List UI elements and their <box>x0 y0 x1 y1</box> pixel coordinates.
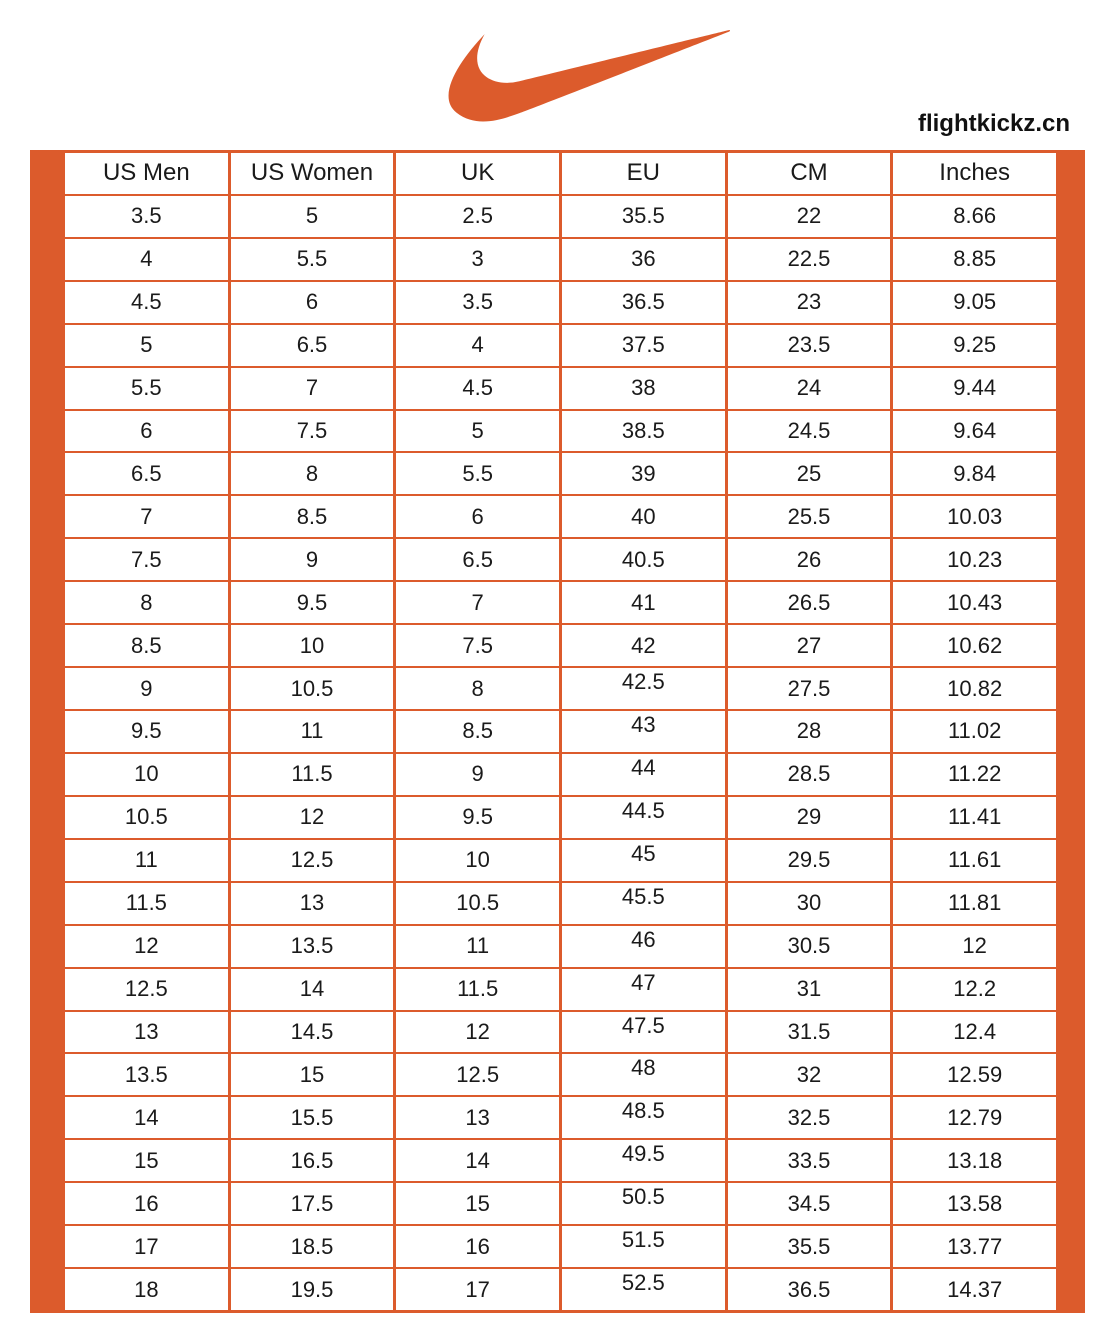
table-cell: 2.5 <box>396 196 559 237</box>
site-name: flightkickz.cn <box>917 110 1070 137</box>
table-cell: 7 <box>396 582 559 623</box>
table-cell: 12 <box>65 926 228 967</box>
table-cell: 5.5 <box>396 453 559 494</box>
table-cell: 29.5 <box>728 840 891 881</box>
table-cell: 17.5 <box>231 1183 394 1224</box>
table-cell: 14.37 <box>893 1269 1056 1310</box>
table-cell: 19.5 <box>231 1269 394 1310</box>
table-cell: 9.64 <box>893 411 1056 452</box>
table-cell: 8.5 <box>65 625 228 666</box>
table-cell: 40.5 <box>562 539 725 580</box>
table-cell: 13 <box>396 1097 559 1138</box>
table-cell: 11.5 <box>396 969 559 1010</box>
table-cell: 13.18 <box>893 1140 1056 1181</box>
table-cell: 9.5 <box>231 582 394 623</box>
table-cell: 22 <box>728 196 891 237</box>
table-cell: 7.5 <box>65 539 228 580</box>
table-cell: 14.5 <box>231 1012 394 1053</box>
table-cell: 15 <box>231 1054 394 1095</box>
table-cell: 10.23 <box>893 539 1056 580</box>
table-cell: 12.2 <box>893 969 1056 1010</box>
table-cell: 12 <box>396 1012 559 1053</box>
table-cell: 9 <box>231 539 394 580</box>
table-cell: 40 <box>562 496 725 537</box>
table-cell: 51.5 <box>562 1226 725 1267</box>
table-cell: 16 <box>396 1226 559 1267</box>
table-cell: 3 <box>396 239 559 280</box>
table-cell: 4 <box>396 325 559 366</box>
table-cell: 9.05 <box>893 282 1056 323</box>
table-cell: 23.5 <box>728 325 891 366</box>
table-cell: 42 <box>562 625 725 666</box>
size-table <box>30 150 1085 1313</box>
table-cell: 15.5 <box>231 1097 394 1138</box>
table-cell: 36.5 <box>562 282 725 323</box>
table-cell: 32 <box>728 1054 891 1095</box>
table-cell: 48.5 <box>562 1097 725 1138</box>
table-cell: 11 <box>231 711 394 752</box>
table-cell: 18 <box>65 1269 228 1310</box>
table-cell: 10.5 <box>396 883 559 924</box>
table-cell: 25 <box>728 453 891 494</box>
column-header-us-men: US Men <box>65 153 228 194</box>
table-cell: 44.5 <box>562 797 725 838</box>
table-cell: 35.5 <box>562 196 725 237</box>
table-cell: 11.5 <box>65 883 228 924</box>
table-cell: 18.5 <box>231 1226 394 1267</box>
table-cell: 9 <box>65 668 228 709</box>
table-cell: 35.5 <box>728 1226 891 1267</box>
table-cell: 28.5 <box>728 754 891 795</box>
table-cell: 43 <box>562 711 725 752</box>
table-cell: 13 <box>65 1012 228 1053</box>
table-cell: 5.5 <box>65 368 228 409</box>
table-cell: 5.5 <box>231 239 394 280</box>
table-cell: 10.43 <box>893 582 1056 623</box>
table-cell: 10.5 <box>231 668 394 709</box>
table-cell: 12.4 <box>893 1012 1056 1053</box>
table-cell: 10.03 <box>893 496 1056 537</box>
table-cell: 26 <box>728 539 891 580</box>
table-cell: 28 <box>728 711 891 752</box>
table-cell: 7 <box>65 496 228 537</box>
table-cell: 17 <box>65 1226 228 1267</box>
table-cell: 9.5 <box>396 797 559 838</box>
table-cell: 10 <box>396 840 559 881</box>
table-cell: 27 <box>728 625 891 666</box>
table-cell: 11.5 <box>231 754 394 795</box>
table-cell: 10.62 <box>893 625 1056 666</box>
table-cell: 16.5 <box>231 1140 394 1181</box>
table-cell: 38.5 <box>562 411 725 452</box>
table-cell: 30.5 <box>728 926 891 967</box>
table-cell: 14 <box>65 1097 228 1138</box>
table-cell: 5 <box>65 325 228 366</box>
table-cell: 5 <box>231 196 394 237</box>
table-cell: 42.5 <box>562 668 725 709</box>
table-cell: 12.5 <box>65 969 228 1010</box>
table-cell: 3.5 <box>65 196 228 237</box>
table-cell: 14 <box>231 969 394 1010</box>
column-header-cm: CM <box>728 153 891 194</box>
table-cell: 27.5 <box>728 668 891 709</box>
table-cell: 8 <box>65 582 228 623</box>
table-cell: 11 <box>396 926 559 967</box>
nike-swoosh-logo <box>448 30 730 122</box>
table-cell: 36.5 <box>728 1269 891 1310</box>
table-cell: 26.5 <box>728 582 891 623</box>
table-cell: 10.5 <box>65 797 228 838</box>
table-cell: 8 <box>396 668 559 709</box>
table-cell: 11.41 <box>893 797 1056 838</box>
table-cell: 47.5 <box>562 1012 725 1053</box>
table-cell: 45.5 <box>562 883 725 924</box>
table-cell: 25.5 <box>728 496 891 537</box>
table-cell: 46 <box>562 926 725 967</box>
table-cell: 29 <box>728 797 891 838</box>
left-accent-bar <box>33 153 65 1310</box>
table-cell: 23 <box>728 282 891 323</box>
table-cell: 11.81 <box>893 883 1056 924</box>
table-cell: 6 <box>396 496 559 537</box>
table-cell: 3.5 <box>396 282 559 323</box>
table-cell: 15 <box>65 1140 228 1181</box>
table-cell: 7 <box>231 368 394 409</box>
table-cell: 30 <box>728 883 891 924</box>
table-cell: 12.5 <box>396 1054 559 1095</box>
table-cell: 11.61 <box>893 840 1056 881</box>
table-cell: 10 <box>231 625 394 666</box>
table-cell: 12.5 <box>231 840 394 881</box>
table-cell: 12 <box>231 797 394 838</box>
table-cell: 11.22 <box>893 754 1056 795</box>
table-cell: 4.5 <box>65 282 228 323</box>
table-cell: 8.85 <box>893 239 1056 280</box>
table-cell: 13.5 <box>231 926 394 967</box>
table-cell: 12 <box>893 926 1056 967</box>
table-cell: 6 <box>65 411 228 452</box>
table-cell: 31.5 <box>728 1012 891 1053</box>
table-cell: 48 <box>562 1054 725 1095</box>
table-cell: 6.5 <box>65 453 228 494</box>
table-cell: 45 <box>562 840 725 881</box>
column-header-eu: EU <box>562 153 725 194</box>
column-header-us-women: US Women <box>231 153 394 194</box>
table-cell: 44 <box>562 754 725 795</box>
table-cell: 8.5 <box>396 711 559 752</box>
table-cell: 52.5 <box>562 1269 725 1310</box>
table-cell: 11.02 <box>893 711 1056 752</box>
table-cell: 24.5 <box>728 411 891 452</box>
table-cell: 24 <box>728 368 891 409</box>
table-cell: 6.5 <box>396 539 559 580</box>
table-cell: 6.5 <box>231 325 394 366</box>
nike-swoosh-icon <box>449 30 730 121</box>
table-cell: 14 <box>396 1140 559 1181</box>
table-cell: 49.5 <box>562 1140 725 1181</box>
table-cell: 9.25 <box>893 325 1056 366</box>
table-cell: 6 <box>231 282 394 323</box>
column-header-uk: UK <box>396 153 559 194</box>
column-header-inches: Inches <box>893 153 1056 194</box>
table-cell: 5 <box>396 411 559 452</box>
size-table-grid <box>65 153 1056 1310</box>
table-cell: 16 <box>65 1183 228 1224</box>
table-cell: 38 <box>562 368 725 409</box>
table-cell: 8 <box>231 453 394 494</box>
table-cell: 10 <box>65 754 228 795</box>
table-cell: 4.5 <box>396 368 559 409</box>
table-cell: 41 <box>562 582 725 623</box>
table-cell: 33.5 <box>728 1140 891 1181</box>
table-cell: 9.84 <box>893 453 1056 494</box>
table-cell: 8.66 <box>893 196 1056 237</box>
table-cell: 12.79 <box>893 1097 1056 1138</box>
table-cell: 17 <box>396 1269 559 1310</box>
table-cell: 9.44 <box>893 368 1056 409</box>
table-cell: 31 <box>728 969 891 1010</box>
table-cell: 7.5 <box>396 625 559 666</box>
table-cell: 8.5 <box>231 496 394 537</box>
table-cell: 4 <box>65 239 228 280</box>
table-cell: 13.58 <box>893 1183 1056 1224</box>
table-cell: 32.5 <box>728 1097 891 1138</box>
table-cell: 15 <box>396 1183 559 1224</box>
table-cell: 9.5 <box>65 711 228 752</box>
table-cell: 10.82 <box>893 668 1056 709</box>
table-cell: 12.59 <box>893 1054 1056 1095</box>
table-cell: 7.5 <box>231 411 394 452</box>
table-cell: 13.5 <box>65 1054 228 1095</box>
table-cell: 22.5 <box>728 239 891 280</box>
table-cell: 34.5 <box>728 1183 891 1224</box>
table-cell: 37.5 <box>562 325 725 366</box>
right-accent-bar <box>1056 153 1082 1310</box>
table-cell: 47 <box>562 969 725 1010</box>
table-cell: 39 <box>562 453 725 494</box>
table-cell: 13 <box>231 883 394 924</box>
table-cell: 36 <box>562 239 725 280</box>
table-cell: 9 <box>396 754 559 795</box>
table-cell: 13.77 <box>893 1226 1056 1267</box>
table-cell: 50.5 <box>562 1183 725 1224</box>
table-cell: 11 <box>65 840 228 881</box>
